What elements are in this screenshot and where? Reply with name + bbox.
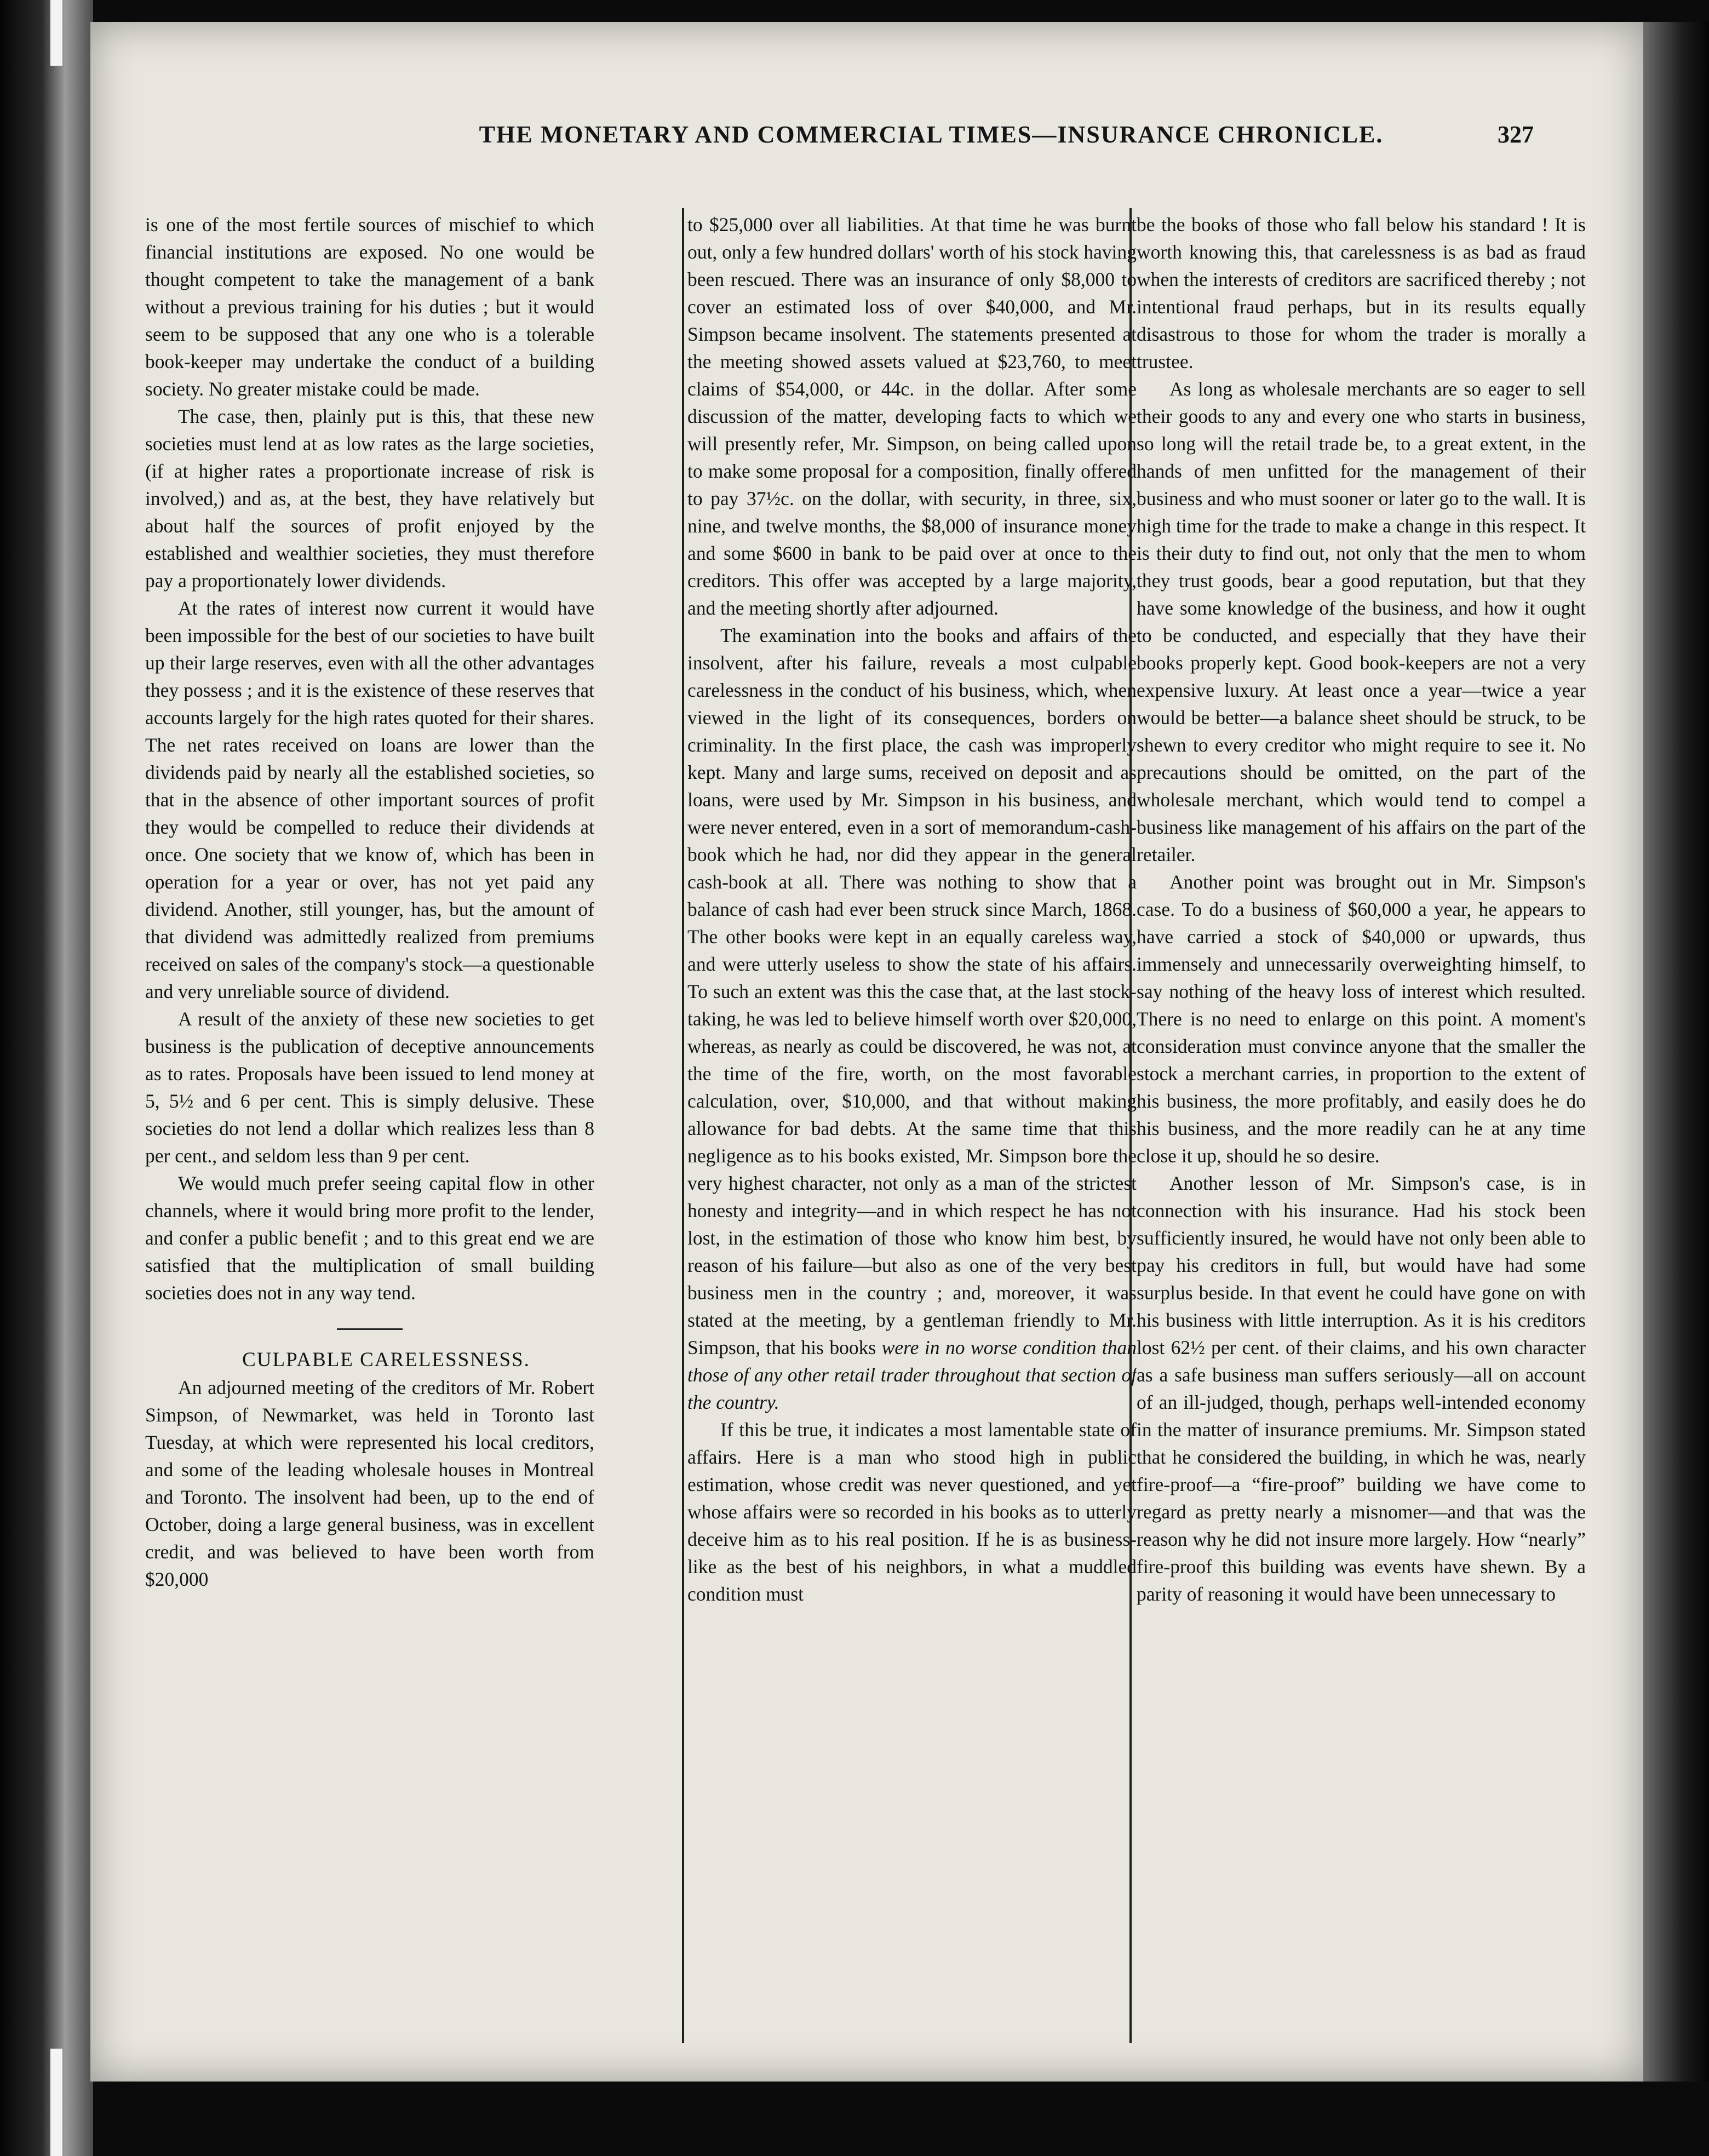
column-2 <box>687 211 1137 2046</box>
column-rule-1 <box>682 208 684 2043</box>
paragraph: As long as wholesale merchants are so eager to sell their goods to any and every one who starts in business, so long will the retail trade be, to a great extent, in the hands of men unfitted for the management of their business and who must sooner or later go to the wall. It is high time for the trade to make a change in this respect. It is their duty to find out, not only that the men to whom they trust goods, bear a good reputation, but that they have some knowledge of the business, and how it ought to be conducted, and especially that they have their books properly kept. Good book-keepers are not a very expensive luxury. At least once a year—twice a year would be better—a balance sheet should be struck, to be shewn to every creditor who might require to see it. No precautions should be omitted, on the part of the wholesale merchant, which would tend to compel a business like management of his affairs on the part of the retailer. <box>1137 378 1586 865</box>
scanner-right-edge <box>1643 22 1709 2082</box>
paragraph: The case, then, plainly put is this, that these new societies must lend at as low rates as the large societies, (if at higher rates a proportionate increase of risk is involved,) and as, at the best, they have relatively but about half the sources of profit enjoyed by the established and wealthier societies, they must therefore pay a proportionately lower dividends. <box>145 405 594 592</box>
italic-quote: were in no worse condition than those of any other retail trader throughout that section of the country. <box>687 1337 1137 1413</box>
paragraph: A result of the anxiety of these new societies to get business is the publication of deceptive announcements as to rates. Proposals have been issued to lend money at 5, 5½ and 6 per cent. This is simply delusive. These societies do not lend a dollar which realizes less than 8 per cent., and seldom less than 9 per cent. <box>145 1008 594 1167</box>
paragraph: is one of the most fertile sources of mischief to which financial institutions are exposed. No one would be thought competent to take the management of a bank without a previous training for his duties ; but it would seem to be supposed that any one who is a tolerable book-keeper may undertake the conduct of a building society. No greater mistake could be made. <box>145 214 594 400</box>
paragraph: We would much prefer seeing capital flow in other channels, where it would bring more profit to the lender, and confer a public benefit ; and to this great end we are satisfied that the multiplication of small building societies does not in any way tend. <box>145 1172 594 1304</box>
running-title: THE MONETARY AND COMMERCIAL TIMES—INSURANCE CHRONICLE. <box>479 121 1384 148</box>
paragraph: An adjourned meeting of the creditors of Mr. Robert Simpson, of Newmarket, was held in Toronto last Tuesday, at which were represented his local creditors, and some of the leading wholesale houses in Montreal and Toronto. The insolvent had been, up to the end of October, doing a large general business, was in excellent credit, and was believed to have been worth from $20,000 <box>145 1377 594 1590</box>
film-stripe-bottom <box>50 2049 62 2156</box>
paragraph: to $25,000 over all liabilities. At that time he was burnt out, only a few hundred dollars' worth of his stock having been rescued. There was an insurance of only $8,000 to cover an estimated loss of over $40,000, and Mr. Simpson became insolvent. The statements presented at the meeting showed assets valued at $23,760, to meet claims of $54,000, or 44c. in the dollar. After some discussion of the matter, developing facts to which we will presently refer, Mr. Simpson, on being called upon to make some proposal for a composition, finally offered to pay 37½c. on the dollar, with security, in three, six, nine, and twelve months, the $8,000 of insurance money and some $600 in bank to be paid over at once to the creditors. This offer was accepted by a large majority, and the meeting shortly after adjourned. <box>687 214 1137 619</box>
paragraph: At the rates of interest now current it would have been impossible for the best of our societies to have built up their large reserves, even with all the other advantages they possess ; and it is the existence of these reserves that accounts largely for the high rates quoted for their shares. The net rates received on loans are lower than the dividends paid by nearly all the established societies, so that in the absence of other important sources of profit they would be compelled to reduce their dividends at once. One society that we know of, which has been in operation for a year or over, has not yet paid any dividend. Another, still younger, has, but the amount of that dividend was admittedly realized from premiums received on sales of the company's stock—a questionable and very unreliable source of dividend. <box>145 597 594 1002</box>
page-number: 327 <box>1498 121 1534 148</box>
paragraph: Another lesson of Mr. Simpson's case, is in connection with his insurance. Had his stock been sufficiently insured, he would have not only been able to pay his creditors in full, but would have had some surplus beside. In that event he could have gone on with his business with little interruption. As it is his creditors lost 62½ per cent. of their claims, and his own character as a safe business man suffers seriously—all on account of an ill-judged, though, perhaps well-intended economy in the matter of insurance premiums. Mr. Simpson stated that he considered the building, in which he was, nearly fire-proof—a “fire-proof” building we have come to regard as pretty nearly a misnomer—and that was the reason why he did not insure more largely. How “nearly” fire-proof this building was events have shewn. By a parity of reasoning it would have been unnecessary to <box>1137 1172 1586 1605</box>
paragraph: Another point was brought out in Mr. Simpson's case. To do a business of $60,000 a year, he appears to have carried a stock of $40,000 or upwards, thus immensely and unnecessarily overweighting himself, to say nothing of the heavy loss of interest which resulted. There is no need to enlarge on this point. A moment's consideration must convince anyone that the smaller the stock a merchant carries, in proportion to the extent of his business, the more profitably, and easily does he do his business, and the more readily can he at any time close it up, should he so desire. <box>1137 871 1586 1167</box>
paragraph-with-quote <box>687 622 1137 1416</box>
section-divider <box>337 1328 403 1330</box>
section-heading: CULPABLE CARELESSNESS. <box>242 1349 530 1371</box>
column-1 <box>145 211 594 2046</box>
column-3 <box>1137 211 1586 2046</box>
page-header <box>55 121 1534 170</box>
film-stripe-top <box>50 0 62 66</box>
paragraph-text: The examination into the books and affairs of the insolvent, after his failure, reveals a most culpable carelessness in the conduct of his business, which, when viewed in the light of its consequences, borders on criminality. In the first place, the cash was improperly kept. Many and large sums, received on deposit and as loans, were used by Mr. Simpson in his business, and were never entered, even in a sort of memorandum-cash-book which he had, nor did they appear in the general cash-book at all. There was nothing to show that a balance of cash had ever been struck since March, 1868. The other books were kept in an equally careless way, and were utterly useless to show the state of his affairs. To such an extent was this the case that, at the last stock-taking, he was led to believe himself worth over $20,000, whereas, as nearly as could be discovered, he was not, at the time of the fire, worth, on the most favorable calculation, over, $10,000, and that without making allowance for bad debts. At the same time that this negligence as to his books existed, Mr. Simpson bore the very highest character, not only as a man of the strictest honesty and integrity—and in which respect he has not lost, in the estimation of those who know him best, by reason of his failure—but also as one of the very best business men in the country ; and, moreover, it was stated at the meeting, by a gentleman friendly to Mr. Simpson, that his books <box>687 624 1137 1358</box>
paragraph: If this be true, it indicates a most lamentable state of affairs. Here is a man who stood high in public estimation, whose credit was never questioned, and yet whose affairs were so recorded in his books as to utterly deceive him as to his real position. If he is as business-like as the best of his neighbors, in what a muddled condition must <box>687 1419 1137 1605</box>
paragraph: be the books of those who fall below his standard ! It is worth knowing this, that carelessness is as bad as fraud when the interests of creditors are sacrificed thereby ; not intentional fraud perhaps, but in its results equally disastrous to those for whom the trader is morally a trustee. <box>1137 214 1586 372</box>
scanner-left-edge <box>0 0 93 2156</box>
